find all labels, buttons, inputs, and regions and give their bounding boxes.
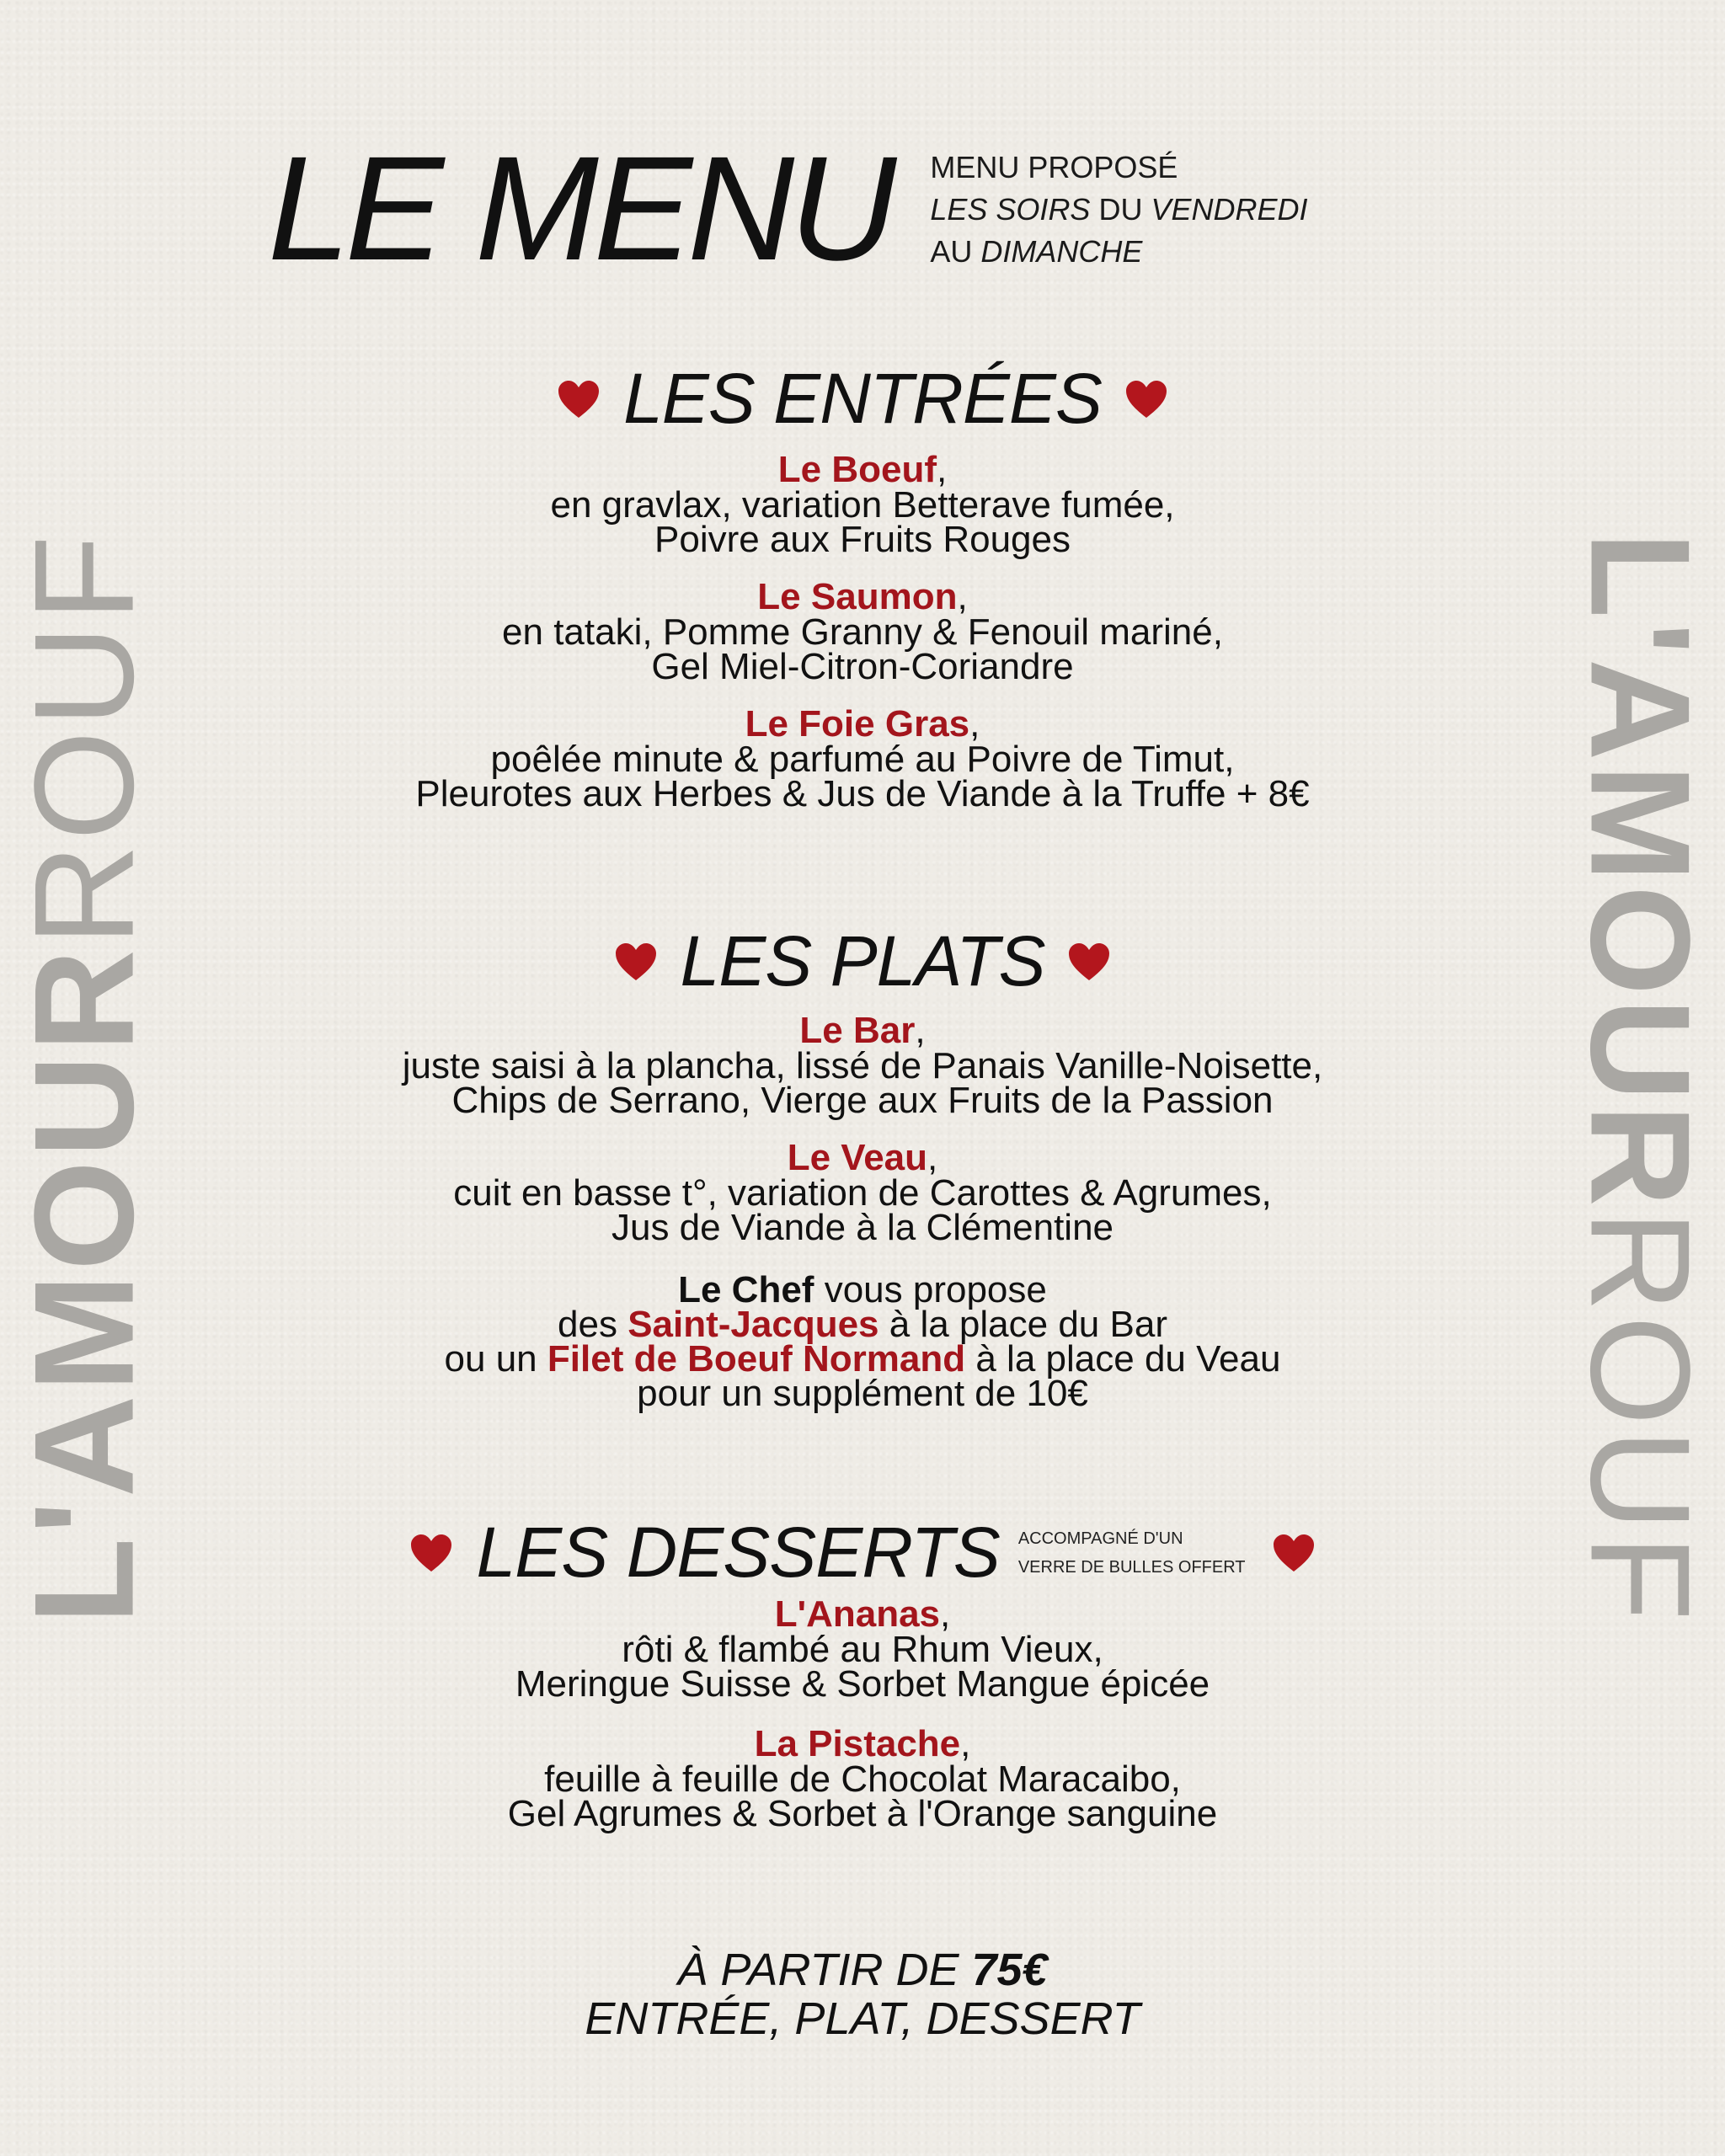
- dish-name: L'Ananas: [774, 1593, 941, 1635]
- schedule-line-3: AU DIMANCHE: [930, 234, 1143, 269]
- dish-name: Le Foie Gras: [745, 703, 970, 744]
- section-desserts-title: LES DESSERTS: [476, 1513, 1000, 1592]
- dish-description: rôti & flambé au Rhum Vieux,: [622, 1629, 1103, 1670]
- dish-name: Le Boeuf: [777, 449, 937, 490]
- dish-name: La Pistache: [754, 1723, 961, 1764]
- dish-description: Gel Agrumes & Sorbet à l'Orange sanguine: [507, 1793, 1218, 1834]
- heart-icon: [1271, 1532, 1316, 1574]
- dish-description: poêlée minute & parfumé au Poivre de Timut,: [490, 739, 1235, 780]
- dish-description: en tataki, Pomme Granny & Fenouil mariné,: [502, 611, 1223, 653]
- heart-icon: [613, 941, 659, 983]
- dish-dessert-ananas: L'Ananas, rôti & flambé au Rhum Vieux, Meringue Suisse & Sorbet Mangue épicée: [0, 1597, 1725, 1701]
- price-amount: 75€: [971, 1945, 1048, 1995]
- dish-description: Pleurotes aux Herbes & Jus de Viande à la Truffe + 8€: [415, 773, 1310, 814]
- menu-schedule: [930, 147, 1307, 273]
- side-brand-left-light: ROUF: [5, 531, 163, 947]
- page-title: LE MENU: [268, 126, 892, 291]
- dish-description: Jus de Viande à la Clémentine: [611, 1207, 1114, 1248]
- dish-description: en gravlax, variation Betterave fumée,: [550, 484, 1175, 526]
- heart-icon: [1124, 378, 1169, 420]
- dish-dessert-pistache: La Pistache, feuille à feuille de Chocolat Maracaibo, Gel Agrumes & Sorbet à l'Orange sanguine: [0, 1726, 1725, 1831]
- schedule-line-1: MENU PROPOSÉ: [930, 150, 1178, 184]
- side-brand-left-bold: L'AMOUR: [5, 946, 163, 1625]
- dish-description: Meringue Suisse & Sorbet Mangue épicée: [515, 1663, 1210, 1705]
- dish-plat-bar: Le Bar, juste saisi à la plancha, lissé de Panais Vanille-Noisette, Chips de Serrano, Vierge aux Fruits de la Passion: [0, 1013, 1725, 1118]
- menu-price: À PARTIR DE 75€ ENTRÉE, PLAT, DESSERT: [0, 1945, 1725, 2043]
- dish-entree-saumon: Le Saumon, en tataki, Pomme Granny & Fenouil mariné, Gel Miel-Citron-Coriandre: [0, 579, 1725, 684]
- price-includes: ENTRÉE, PLAT, DESSERT: [585, 1993, 1140, 2044]
- section-entrees-header: [0, 358, 1725, 440]
- dish-description: juste saisi à la plancha, lissé de Panais Vanille-Noisette,: [402, 1045, 1323, 1086]
- dish-name: Le Bar: [799, 1010, 916, 1051]
- dish-description: feuille à feuille de Chocolat Maracaibo,: [544, 1758, 1181, 1800]
- dish-name: Le Saumon: [757, 576, 958, 617]
- section-plats-header: [0, 921, 1725, 1002]
- dish-description: Chips de Serrano, Vierge aux Fruits de la Passion: [451, 1080, 1274, 1121]
- dish-name: Le Veau: [787, 1137, 928, 1178]
- dish-entree-boeuf: Le Boeuf, en gravlax, variation Betterave fumée, Poivre aux Fruits Rouges: [0, 452, 1725, 557]
- desserts-note: ACCOMPAGNÉ D'UN VERRE DE BULLES OFFERT: [1017, 1529, 1246, 1577]
- heart-icon: [409, 1532, 454, 1574]
- dish-description: Poivre aux Fruits Rouges: [654, 519, 1071, 560]
- heart-icon: [1066, 941, 1112, 983]
- chef-suggestion: Le Chef vous propose des Saint-Jacques à la place du Bar ou un Filet de Boeuf Normand à la place du Veau pour un supplément de 10€: [444, 1269, 1281, 1414]
- dish-plat-veau: Le Veau, cuit en basse t°, variation de Carottes & Agrumes, Jus de Viande à la Clémentine: [0, 1140, 1725, 1245]
- dish-description: Gel Miel-Citron-Coriandre: [651, 646, 1074, 687]
- dish-entree-foie-gras: Le Foie Gras, poêlée minute & parfumé au Poivre de Timut, Pleurotes aux Herbes & Jus de Viande à la Truffe + 8€: [0, 707, 1725, 811]
- side-brand-right-bold: L'AMOUR: [1562, 531, 1720, 1210]
- menu-header: [268, 126, 1308, 291]
- schedule-line-2: LES SOIRS DU VENDREDI: [930, 192, 1308, 227]
- dish-description: cuit en basse t°, variation de Carottes & Agrumes,: [453, 1172, 1272, 1214]
- section-desserts-header: [0, 1512, 1725, 1593]
- side-brand-right-light: ROUF: [1562, 1209, 1720, 1625]
- section-entrees-title: LES ENTRÉES: [623, 359, 1102, 438]
- heart-icon: [556, 378, 601, 420]
- section-plats-title: LES PLATS: [680, 921, 1045, 1001]
